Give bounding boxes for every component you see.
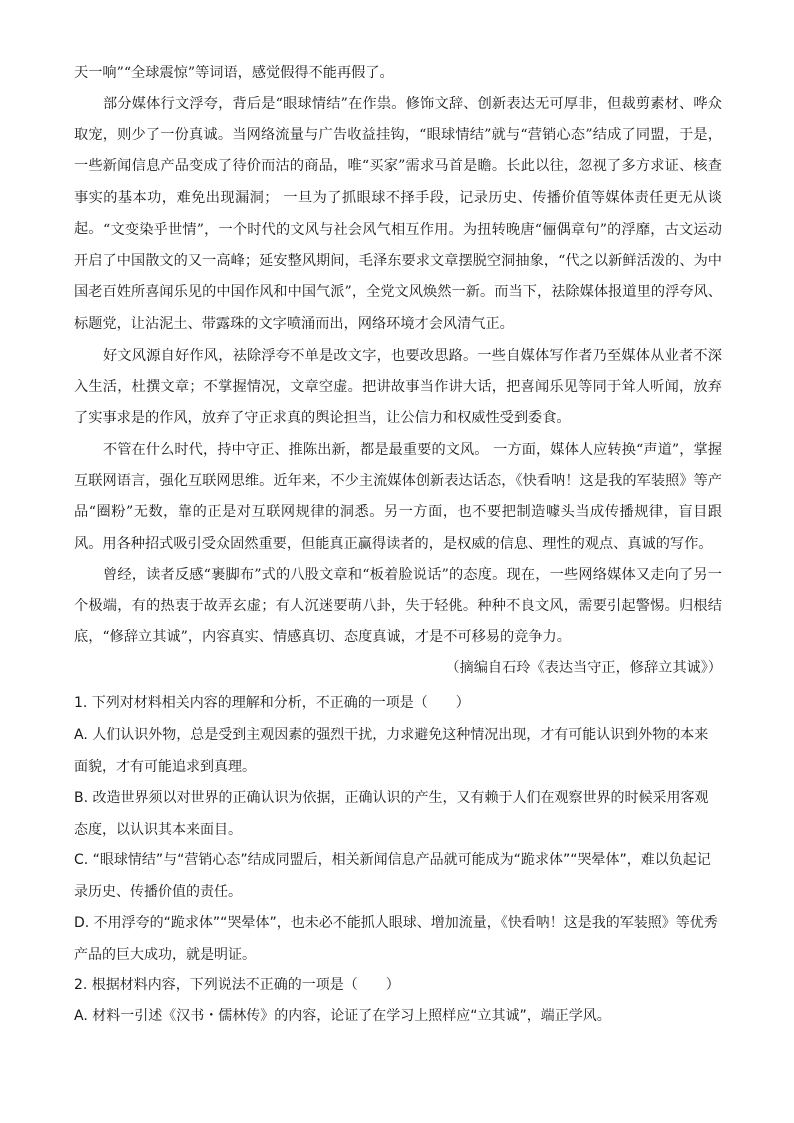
passage-paragraph-4: 不管在什么时代，持中守正、推陈出新，都是最重要的文风。 一方面，媒体人应转换“声道”，掌握互联网语言，强化互联网思维。近年来，不少主流媒体创新表达话态，《快看呐！这是我的军装照》等产品“圈粉”无数，靠的正是对互联网规律的洞悉。另一方面，也不要把制造噱头当成传播规律，盲目跟风。用各种招式吸引受众固然重要，但能真正赢得读者的，是权威的信息、理性的观点、真诚的写作。 — [74, 442, 722, 552]
passage-source: （摘编自石玲《表达当守正，修辞立其诚》） — [445, 660, 722, 676]
question-2-stem: 2. 根据材料内容，下列说法不正确的一项是（ ） — [74, 977, 400, 993]
passage-paragraph-3: 好文风源自好作风，祛除浮夸不单是改文字，也要改思路。一些自媒体写作者乃至媒体从业者不深入生活，杜撰文章；不掌握情况，文章空虚。把讲故事当作讲大话，把喜闻乐见等同于耸人听闻，放弃了实事求是的作风，放弃了守正求真的舆论担当，让公信力和权威性受到委食。 — [74, 348, 722, 427]
question-1-option-a: A. 人们认识外物，总是受到主观因素的强烈干扰，力求避免这种情况出现，才有可能认识到外物的本来面貌，才有可能追求到真理。 — [74, 727, 709, 775]
passage-paragraph-5: 曾经，读者反感“裹脚布”式的八股文章和“板着脸说话”的态度。现在，一些网络媒体又走向了另一个极端，有的热衷于故弄玄虚；有人沉迷要萌八卦，失于轻佻。种种不良文风，需要引起警惕。归根结底，“修辞立其诚”，内容真实、情感真切、态度真诚，才是不可移易的竞争力。 — [74, 567, 722, 646]
question-1-option-b: B. 改造世界须以对世界的正确认识为依据，正确认识的产生，又有赖于人们在观察世界的时候采用客观态度，以认识其本来面目。 — [74, 790, 709, 838]
question-2-option-a: A. 材料一引述《汉书・儒林传》的内容，论证了在学习上照样应“立其诚”，端正学风。 — [74, 1008, 611, 1024]
question-1-option-c: C. “眼球情结”与“营销心态”结成同盟后，相关新闻信息产品就可能成为“跪求体”“哭晕体”，难以负起记录历史、传播价值的责任。 — [74, 852, 711, 900]
passage-paragraph-continued: 天一响”“全球震惊”等词语，感觉假得不能再假了。 — [74, 65, 394, 81]
question-1-option-d: D. 不用浮夸的“跪求体”“哭晕体”，也未必不能抓人眼球、增加流量，《快看呐！这是我的军装照》等优秀产品的巨大成功，就是明证。 — [74, 915, 718, 963]
question-1-stem: 1. 下列对材料相关内容的理解和分析，不正确的一项是（ ） — [74, 695, 470, 711]
passage-paragraph-2: “文变染乎世情”，一个时代的文风与社会风气相互作用。为扭转晚唐“俪偶章句”的浮靡，古文运动开启了中国散文的又一高峰；延安整风期间，毛泽东要求文章摆脱空洞抽象，“代之以新鲜活泼的、为中国老百姓所喜闻乐见的中国作风和中国气派”，全党文风焕然一新。而当下，祛除媒体报道里的浮夸风、标题党，让沾泥土、带露珠的文字喷涌而出，网络环境才会风清气正。 — [74, 222, 722, 332]
passage-paragraph-1: 部分媒体行文浮夸，背后是“眼球情结”在作祟。修饰文辞、创新表达无可厚非，但裁剪素材、哗众取宠，则少了一份真诚。当网络流量与广告收益挂钩，“眼球情结”就与“营销心态”结成了同盟，于是，一些新闻信息产品变成了待价而沽的商品，唯“买家”需求马首是瞻。长此以往，忽视了多方求证、核查事实的基本功，难免出现漏洞； 一旦为了抓眼球不择手段，记录历史、传播价值等媒体责任更无从谈起。 — [74, 96, 722, 237]
